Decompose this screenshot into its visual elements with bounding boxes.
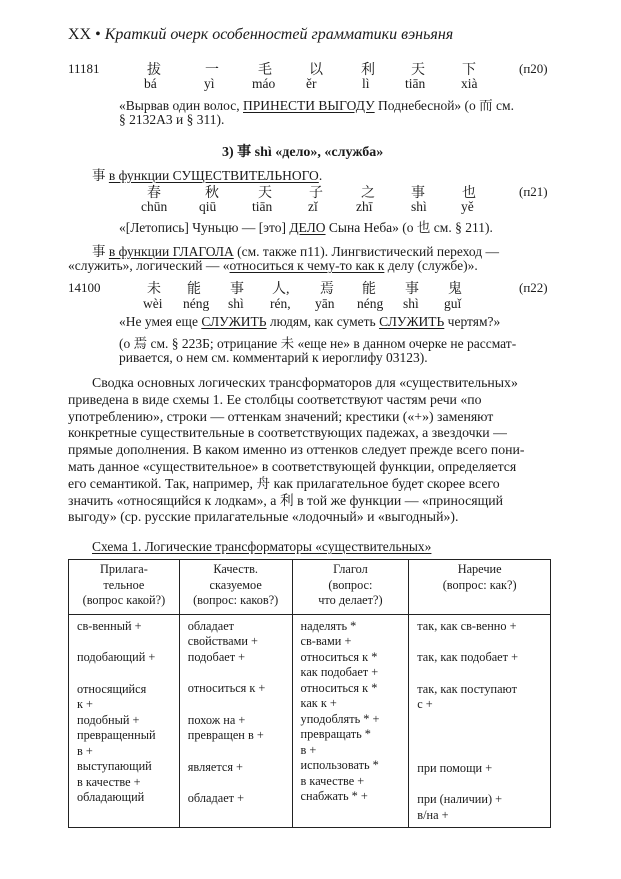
summary-line-1: Сводка основных логических трансформаторов для «существительных»: [92, 375, 518, 390]
ex21-pinyin-3: tiān: [252, 199, 273, 214]
column-verb: [292, 614, 409, 828]
ex21-translation-pre: «[Летопись] Чуньцю — [это]: [119, 220, 290, 235]
summary-line-7: его семантикой. Так, например, 舟 как прилагательное будет скорее всего: [68, 475, 500, 491]
ex22-char-2: 能: [187, 282, 201, 297]
cell-text: превращенный: [77, 728, 156, 742]
ex20-char-1: 拔: [147, 63, 161, 78]
ex21-char-1: 春: [147, 186, 161, 201]
cell-text: относиться к *: [300, 649, 378, 664]
cell-text: подобающий +: [77, 650, 156, 664]
ex20-pinyin-1: bá: [144, 76, 157, 91]
ex22-translation-underlined-1: СЛУЖИТЬ: [201, 314, 267, 329]
ex20-pinyin-2: yì: [204, 76, 215, 91]
header-text: тельное: [103, 577, 145, 592]
ex21-pinyin-2: qiū: [199, 199, 217, 214]
ex22-pinyin-8: guǐ: [444, 296, 462, 311]
ex20-translation-post: Поднебесной» (о 而 см.: [374, 98, 514, 113]
ex21-translation-post: Сына Неба» (о 也 см. § 211).: [325, 220, 493, 235]
noun-function-period: .: [318, 168, 323, 183]
header-text: (вопрос какой?): [82, 593, 166, 607]
ex21-pinyin-7: yě: [461, 199, 474, 214]
cell-text: относиться к +: [187, 681, 266, 695]
ex20-char-2: 一: [205, 63, 219, 78]
ex21-pinyin-4: zǐ: [308, 199, 318, 214]
section-heading: 3) 事 shì «дело», «служба»: [222, 145, 384, 160]
header-text: Наречие: [457, 562, 502, 576]
schema-body-row: [69, 614, 551, 828]
ex21-pinyin-6: shì: [411, 199, 427, 214]
ex20-char-7: 下: [462, 63, 476, 78]
cell-text: обладающий: [77, 790, 145, 804]
ex20-char-3: 毛: [258, 63, 272, 78]
cell-text: подобный +: [77, 712, 140, 727]
ex22-translation-underlined-2: СЛУЖИТЬ: [379, 314, 445, 329]
ex22-pinyin-1: wèi: [143, 296, 163, 311]
verb-function-line1: [92, 240, 499, 260]
header-text: (вопрос:: [328, 577, 373, 592]
header-text: (вопрос: каков?): [193, 593, 279, 607]
ex22-pinyin-7: shì: [403, 296, 419, 311]
ex20-pinyin-6: tiān: [405, 76, 426, 91]
example-number: 14100: [68, 280, 101, 295]
ex22-char-8: 鬼: [448, 282, 462, 297]
summary-line-3: употреблению», строки — оттенкам значений; крестики («+») заменяют: [68, 408, 494, 424]
ex20-pinyin-7: xià: [461, 76, 478, 91]
ex22-pinyin-2: néng: [183, 296, 210, 311]
running-head-title: Краткий очерк особенностей грамматики вэньяня: [104, 26, 454, 43]
cell-text: использовать *: [300, 758, 379, 772]
cell-text: подобает +: [187, 649, 246, 664]
example-code: (п21): [519, 184, 548, 199]
ex21-pinyin-5: zhī: [356, 199, 373, 214]
noun-function-underlined: в функции СУЩЕСТВИТЕЛЬНОГО: [108, 168, 319, 183]
ex22-pinyin-5: yān: [315, 296, 335, 311]
schema-table: [68, 559, 551, 828]
cell-text: св-венный +: [77, 618, 142, 633]
cell-text: с +: [417, 697, 433, 711]
ex21-translation: [119, 216, 493, 236]
cell-text: в/на +: [417, 807, 449, 822]
cell-text: в +: [300, 742, 317, 757]
cell-text: превращать *: [300, 727, 371, 741]
cell-text: к +: [77, 697, 93, 711]
schema-caption-text: Схема 1. Логические трансформаторы «существительных»: [92, 539, 432, 554]
cell-text: превращен в +: [187, 728, 264, 742]
ex22-char-3: 事: [230, 282, 244, 297]
header-adverb: [409, 560, 551, 615]
ex22-comment-line1: (о 焉 см. § 223Б; отрицание 未 «еще не» в данном очерке не рассмат-: [119, 336, 517, 351]
header-text: Качеств.: [213, 562, 258, 576]
ex21-char-2: 秋: [205, 186, 219, 201]
cell-text: снабжать * +: [300, 789, 368, 803]
cell-text: является +: [187, 759, 243, 774]
verb-function-line2-underlined: относиться к чему-то как к: [229, 258, 385, 273]
running-head-bullet: •: [95, 26, 101, 43]
cell-text: в качестве +: [300, 773, 365, 788]
ex22-translation-post: чертям?»: [444, 314, 501, 329]
header-predicate: [179, 560, 292, 615]
header-verb: [292, 560, 409, 615]
summary-line-9: выгоду» (ср. русские прилагательные «лодочный» и «выгодный»).: [68, 509, 459, 525]
ex22-char-5: 焉: [320, 282, 334, 297]
ex20-translation: [119, 94, 514, 114]
page-roman-numeral: XX: [68, 26, 92, 43]
ex22-char-1: 未: [147, 282, 161, 297]
header-text: Прилага-: [99, 562, 148, 576]
ex22-translation: [119, 314, 500, 330]
cell-text: свойствами +: [187, 634, 258, 648]
verb-function-line2-post: делу (службе)».: [384, 258, 478, 273]
column-adverb: [409, 614, 551, 828]
ex22-pinyin-4: rén,: [270, 296, 291, 311]
ex21-char-7: 也: [462, 186, 476, 201]
cell-text: как подобает +: [300, 665, 379, 679]
cell-text: относящийся: [77, 681, 147, 696]
ex20-translation-underlined: ПРИНЕСТИ ВЫГОДУ: [243, 98, 375, 113]
summary-line-5: прямые дополнения. В каком именно из оттенков следует прежде всего пони-: [68, 442, 525, 458]
column-adjective: [69, 614, 180, 828]
header-text: (вопрос: как?): [442, 577, 517, 592]
cell-text: наделять *: [300, 618, 357, 633]
ex21-pinyin-1: chūn: [141, 199, 168, 214]
example-number: 11181: [68, 61, 100, 76]
summary-line-6: мать данное «существительное» в соответствующей функции, определяется: [68, 458, 517, 474]
ex22-translation-mid: людям, как суметь: [266, 314, 380, 329]
cell-text: похож на +: [187, 712, 246, 727]
header-text: сказуемое: [209, 577, 262, 592]
cell-text: выступающий: [77, 759, 152, 773]
ex20-char-6: 天: [411, 63, 425, 78]
cell-text: в качестве +: [77, 774, 141, 789]
cell-text: при (наличии) +: [417, 792, 503, 806]
cell-text: относиться к *: [300, 680, 378, 695]
column-predicate: [179, 614, 292, 828]
ex22-char-4: 人,: [272, 282, 290, 297]
ex22-translation-pre: «Не умея еще: [119, 314, 202, 329]
ex20-translation-pre: «Вырвав один волос,: [119, 98, 243, 113]
verb-function-line2-pre: «служить», логический — «: [68, 258, 230, 273]
cell-text: обладает +: [187, 791, 245, 805]
verb-function-line2: [68, 258, 478, 274]
cell-text: св-вами +: [300, 634, 352, 648]
cell-text: уподоблять * +: [300, 711, 380, 726]
ex22-char-6: 能: [362, 282, 376, 297]
ex20-pinyin-3: máo: [252, 76, 276, 91]
verb-function-text: (см. также п11). Лингвистический переход —: [233, 244, 499, 259]
cell-text: так, как подобает +: [417, 650, 519, 664]
ex21-translation-underlined: ДЕЛО: [289, 220, 326, 235]
schema-caption: [92, 539, 431, 555]
summary-line-8: значить «относящийся к лодкам», а 利 в той же функции — «приносящий: [68, 492, 504, 508]
ex20-pinyin-4: ěr: [306, 76, 317, 91]
cell-text: как к +: [300, 696, 337, 710]
summary-line-2: приведена в виде схемы 1. Ее столбцы соответствуют частям речи «по: [68, 391, 482, 407]
ex21-char-5: 之: [361, 186, 375, 201]
summary-paragraph: [68, 375, 551, 526]
ex21-char-3: 天: [258, 186, 272, 201]
ex20-char-5: 利: [361, 63, 375, 78]
example-code: (п20): [519, 61, 548, 76]
ex20-translation-line2: § 2132А3 и § 311).: [119, 112, 225, 127]
cell-text: так, как поступают: [417, 681, 517, 696]
header-text: что делает?): [318, 593, 383, 607]
ex22-pinyin-6: néng: [357, 296, 384, 311]
cell-text: в +: [77, 743, 93, 758]
verb-function-char: 事: [92, 244, 109, 259]
example-code: (п22): [519, 280, 548, 295]
cell-text: обладает: [187, 618, 235, 633]
noun-function-char: 事: [92, 168, 106, 183]
cell-text: так, как св-венно +: [417, 618, 517, 633]
header-adjective: [69, 560, 180, 615]
ex22-char-7: 事: [405, 282, 419, 297]
ex20-pinyin-5: lì: [362, 76, 370, 91]
ex22-comment-line2: ривается, о нем см. комментарий к иероглифу 03123).: [119, 350, 428, 365]
header-text: Глагол: [333, 562, 368, 576]
verb-function-underlined: в функции ГЛАГОЛА: [108, 244, 234, 259]
ex22-pinyin-3: shì: [228, 296, 244, 311]
noun-function-label: [92, 164, 322, 184]
cell-text: при помощи +: [417, 760, 493, 775]
ex21-char-4: 子: [309, 186, 323, 201]
ex20-char-4: 以: [309, 63, 323, 78]
ex21-char-6: 事: [411, 186, 425, 201]
running-head: [68, 26, 453, 44]
summary-line-4: конкретные существительные в соответствующих падежах, а звездочки —: [68, 425, 507, 441]
schema-header-row: [69, 560, 551, 615]
